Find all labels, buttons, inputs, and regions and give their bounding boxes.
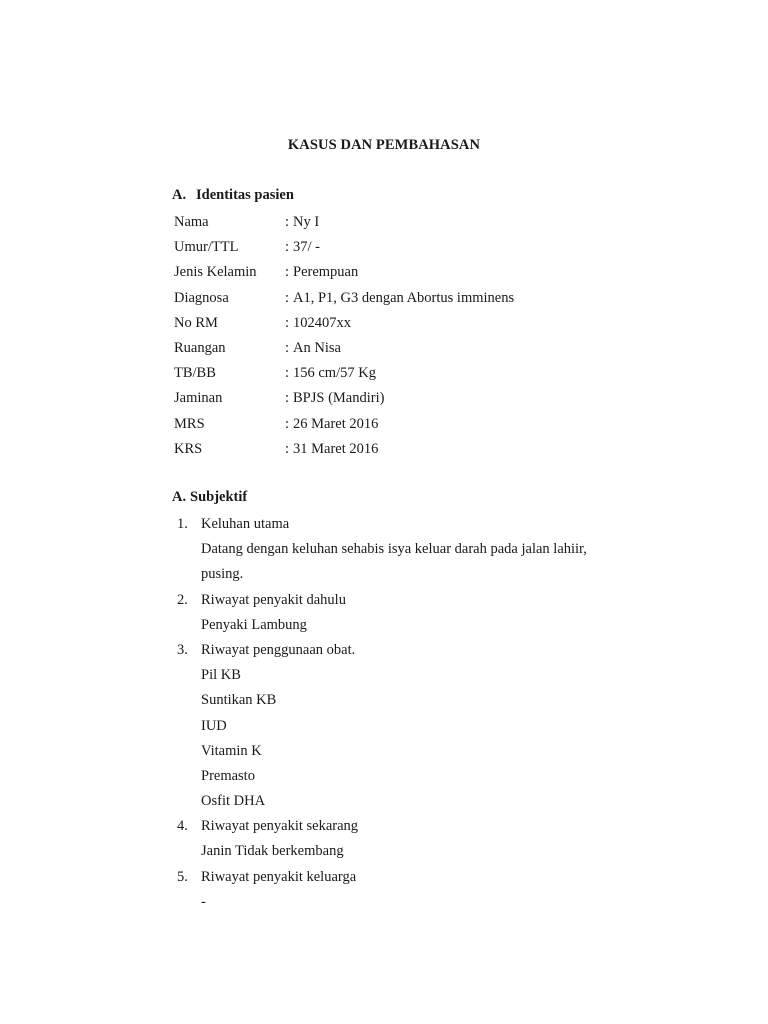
item-line: Premasto <box>201 767 255 784</box>
item-number: 4. <box>177 818 188 835</box>
identity-label: No RM <box>174 314 218 331</box>
identity-row <box>174 439 514 464</box>
identity-row <box>174 262 514 287</box>
identity-value: 31 Maret 2016 <box>293 440 379 457</box>
identity-value: BPJS (Mandiri) <box>293 390 385 407</box>
item-number: 3. <box>177 641 188 658</box>
identity-colon: : <box>285 239 290 256</box>
item-line: pusing. <box>201 566 244 583</box>
identity-label: Ruangan <box>174 339 226 356</box>
identity-table <box>174 212 514 464</box>
item-heading: Riwayat penyakit keluarga <box>201 868 357 885</box>
identity-value: Ny I <box>293 214 320 230</box>
identity-value: 26 Maret 2016 <box>293 415 379 432</box>
list-item <box>177 514 677 539</box>
identity-colon: : <box>285 390 290 407</box>
item-heading: Keluhan utama <box>201 516 290 532</box>
identity-row <box>174 212 514 237</box>
item-number: 5. <box>177 868 188 885</box>
subjective-list <box>177 514 677 917</box>
identity-value: Perempuan <box>293 264 359 281</box>
item-line: Janin Tidak berkembang <box>201 843 344 860</box>
identity-colon: : <box>285 264 290 281</box>
identity-row <box>174 313 514 338</box>
identity-row <box>174 414 514 439</box>
section-heading-identity <box>172 187 294 204</box>
list-item <box>177 640 677 665</box>
identity-value: A1, P1, G3 dengan Abortus imminens <box>293 289 515 306</box>
list-item <box>177 867 677 892</box>
item-line: IUD <box>201 717 227 734</box>
item-heading: Riwayat penyakit dahulu <box>201 591 346 608</box>
identity-row <box>174 288 514 313</box>
identity-row <box>174 363 514 388</box>
section-heading-subjective <box>172 489 247 506</box>
section-letter: A. <box>172 187 187 203</box>
identity-row <box>174 237 514 262</box>
identity-label: Diagnosa <box>174 289 229 306</box>
identity-row <box>174 388 514 413</box>
identity-label: Jenis Kelamin <box>174 264 257 281</box>
identity-label: Nama <box>174 214 209 230</box>
identity-colon: : <box>285 415 290 432</box>
identity-colon: : <box>285 440 290 457</box>
item-line: Osfit DHA <box>201 793 266 810</box>
identity-colon: : <box>285 214 290 230</box>
list-item <box>177 590 677 615</box>
identity-label: Jaminan <box>174 390 223 407</box>
identity-label: KRS <box>174 440 203 457</box>
identity-value: 102407xx <box>293 314 351 331</box>
identity-row <box>174 338 514 363</box>
identity-label: TB/BB <box>174 365 216 382</box>
section-label: Identitas pasien <box>196 187 294 203</box>
page-title: KASUS DAN PEMBAHASAN <box>287 137 481 153</box>
item-line: Pil KB <box>201 667 241 684</box>
identity-label: Umur/TTL <box>174 239 239 256</box>
item-line: Vitamin K <box>201 742 262 759</box>
item-heading: Riwayat penggunaan obat. <box>201 641 356 658</box>
list-item <box>177 816 677 841</box>
item-line: Penyaki Lambung <box>201 616 307 633</box>
identity-label: MRS <box>174 415 205 432</box>
identity-colon: : <box>285 365 290 382</box>
identity-colon: : <box>285 289 290 306</box>
item-number: 1. <box>177 516 188 532</box>
identity-value: An Nisa <box>293 339 341 356</box>
item-line: - <box>201 893 206 910</box>
identity-colon: : <box>285 314 290 331</box>
identity-colon: : <box>285 339 290 356</box>
identity-value: 37/ - <box>293 239 320 256</box>
identity-value: 156 cm/57 Kg <box>293 365 376 382</box>
section-letter: A. <box>172 489 187 505</box>
item-line: Suntikan KB <box>201 692 277 709</box>
item-line: Datang dengan keluhan sehabis isya keluar darah pada jalan lahiir, <box>201 541 587 558</box>
item-number: 2. <box>177 591 188 608</box>
section-label: Subjektif <box>190 489 248 505</box>
item-heading: Riwayat penyakit sekarang <box>201 818 359 835</box>
